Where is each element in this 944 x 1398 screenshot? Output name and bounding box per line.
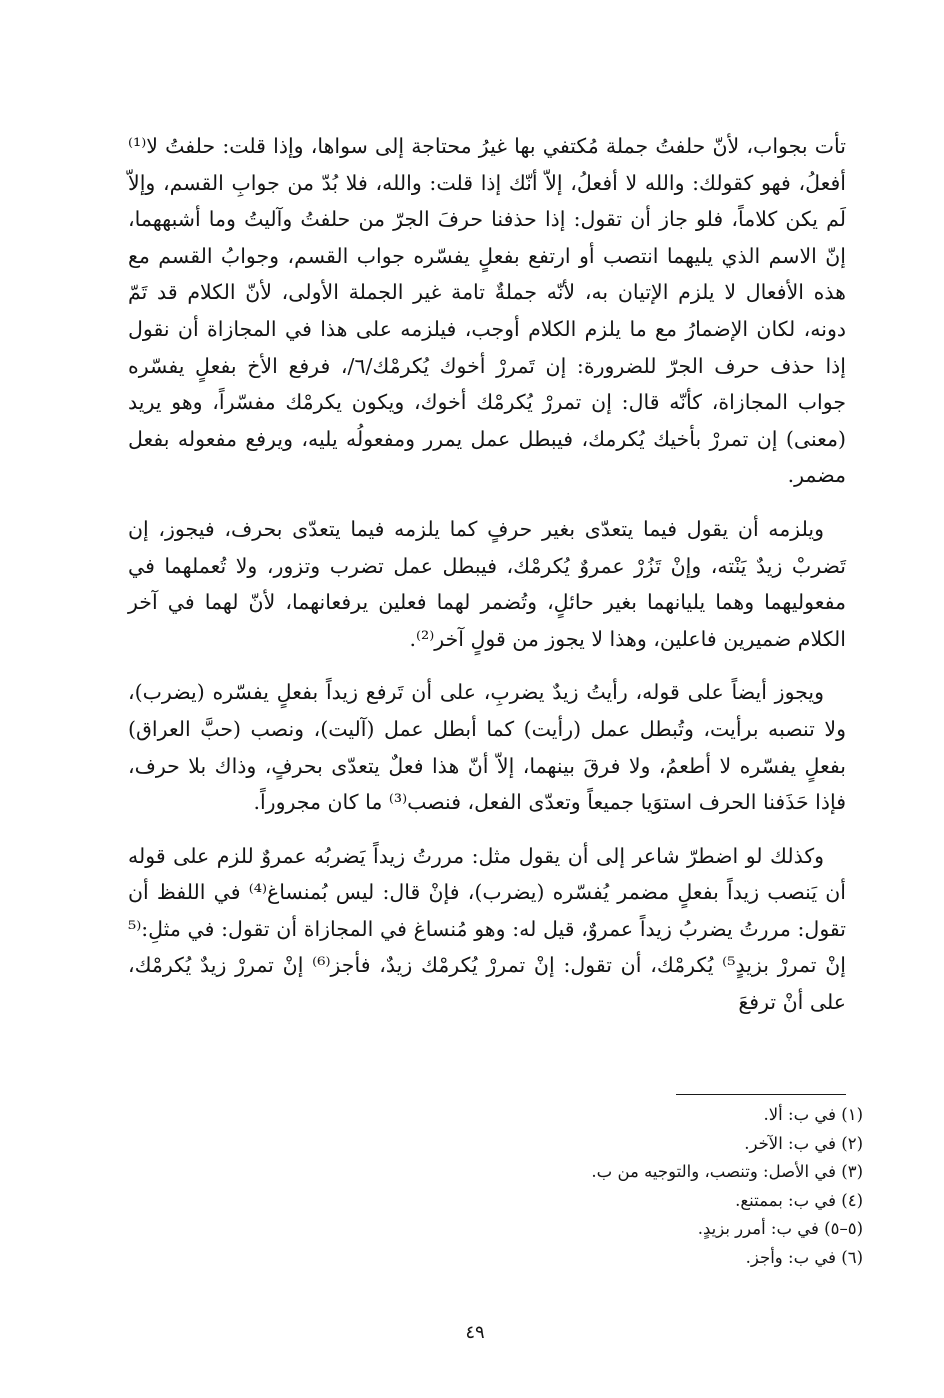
footnote-separator xyxy=(676,1094,846,1095)
footnote-1: (١) في ب: ألا. xyxy=(763,1105,863,1124)
footnotes xyxy=(300,1101,863,1273)
footnote-5: (٥–٥) في ب: أمرر بزيدٍ. xyxy=(697,1219,863,1239)
paragraph-gap xyxy=(128,821,846,838)
footnote-3: (٣) في الأصل: وتنصب، والتوجيه من ب. xyxy=(591,1162,863,1182)
paragraph-2: ويلزمه أن يقول فيما يتعدّى بغير حرفٍ كما يلزمه فيما يتعدّى بحرف، فيجوز، إن تَضربْ زيدٌ يَنْته، وإنْ تَزُرْ عمروٌ يُكرمْك، فيبطل عمل تضرب وتزور، ولا تُعملهما في مفعوليهما وهما يليانهما بغير حائلٍ، وتُضمر لهما فعلين يرفعانهما، لأنّ لهما في آخر الكلام ضميرين فاعلين، وهذا لا يجوز من قولٍ آخر⁽²⁾. xyxy=(128,516,846,651)
page-number: ٤٩ xyxy=(465,1322,485,1343)
paragraph-4: وكذلك لو اضطرّ شاعر إلى أن يقول مثل: مررتُ زيداً يَضربُه عمروٌ للزم على قوله أن يَنصب زيداً بفعلٍ مضمر يُفسّره (يضرب)، فإنْ قال: ليس بُمنساغ⁽⁴⁾ في اللفظ أن تقول: مررتُ يضربُ زيداً عمروٌ، قيل له: وهو مُنساغ في المجازاة أن تقول: في مثلِ:⁽⁵ إنْ تمررْ بزيدٍ⁵⁾ يُكرمْك، أن تقول: إنْ تمررْ يُكرمْك زيدٌ، فأجز⁽⁶⁾ إنْ تمررْ زيدٌ يُكرمْك، على أنْ ترفعَ xyxy=(128,843,846,1015)
footnote-6: (٦) في ب: وأجز. xyxy=(745,1247,863,1267)
footnote-2: (٢) في ب: الآخر. xyxy=(744,1133,863,1153)
paragraph-3: ويجوز أيضاً على قوله، رأيتُ زيدٌ يضربِ، على أن تَرفع زيداً بفعلٍ يفسّره (يضرب)، ولا تنصبه برأيت، وتُبطل عمل (رأيت) كما أبطل عمل (آليت)، ونصب (حبَّ العراق) بفعلٍ يفسّره لا أطعمُ، ولا فرقَ بينهما، إلاّ أنّ هذا فعلٌ يتعدّى بحرفٍ، وذاك بلا حرف، فإذا حَذَفنا الحرف استوَيا جميعاً وتعدّى الفعل، فنصب⁽³⁾ ما كان مجروراً. xyxy=(128,680,846,815)
paragraph-gap xyxy=(128,657,846,674)
paragraph-1: تأت بجواب، لأنّ حلفتُ جملة مُكتفي بها غيرُ محتاجة إلى سواها، وإذا قلت: حلفتُ لا⁽¹⁾ أفعلُ، فهو كقولك: والله لا أفعلُ، إلاّ أنّك إذا قلت: والله، فلا بُدّ من جوابِ القسم، وإلاّ لَم يكن كلاماً، فلو جاز أن تقول: إذا حذفنا حرفَ الجرّ من حلفتُ وآليتُ وما أشبههما، إنّ الاسم الذي يليهما انتصب أو ارتفع بفعلٍ يفسّره جواب القسم، وجوابُ القسم مع هذه الأفعال لا يلزم الإتيان به، لأنّه جملةٌ تامة غير الجملة الأولى، لأنّ الكلام قد تَمّ دونه، لكان الإضمارُ مع ما يلزم الكلام أوجب، فيلزمه على هذا في المجازاة أن نقول إذا حذف حرف الجرّ للضرورة: إن تَمررْ أخوك يُكرمْك/٦/، فرفع الأخ بفعلٍ يفسّره جواب المجازاة، كأنّه قال: إن تمررْ يُكرمْك أخوك، ويكون يكرمْك مفسّراً، وهو يريد (معنى) إن تمررْ بأخيك يُكرمك، فيبطل عمل يمرر ومفعولُه يليه، ويرفع مفعوله بفعل مضمر. xyxy=(128,134,846,488)
paragraph-gap xyxy=(128,494,846,511)
footnote-4: (٤) في ب: بممتنع. xyxy=(735,1190,863,1210)
main-text xyxy=(128,128,846,1021)
